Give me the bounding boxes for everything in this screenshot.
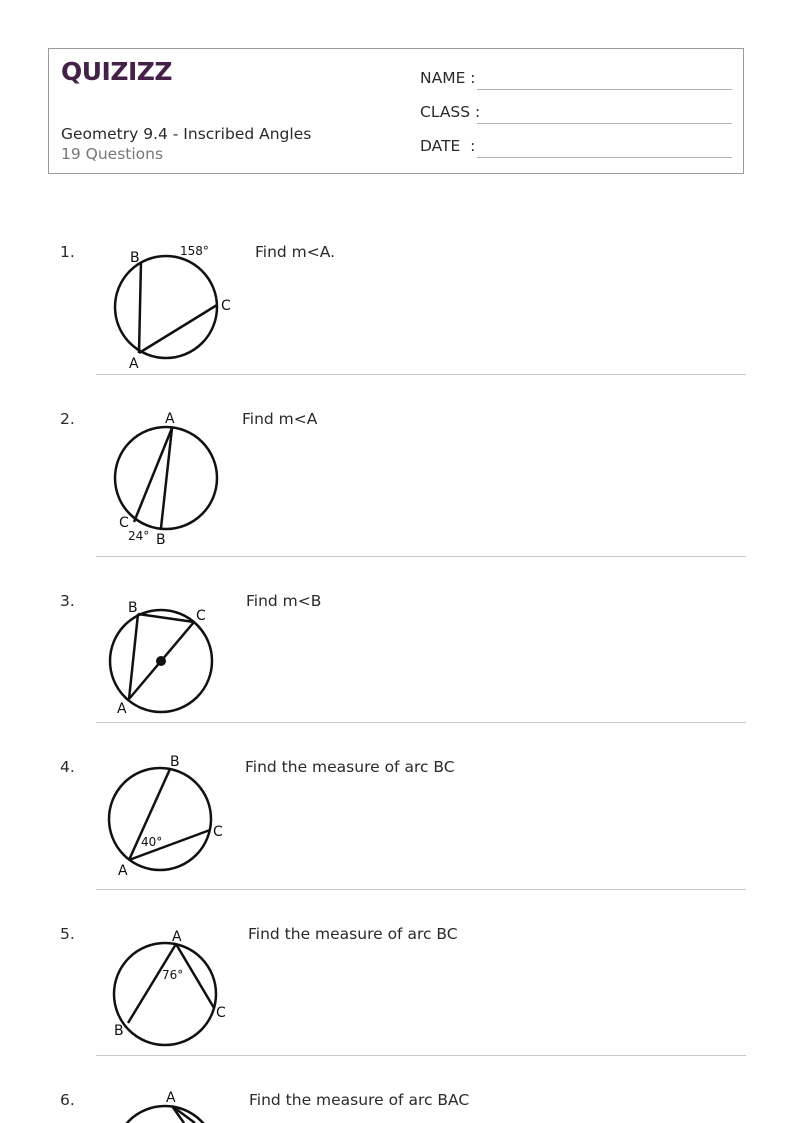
worksheet-title: Geometry 9.4 - Inscribed Angles (61, 125, 312, 143)
circle (114, 943, 216, 1045)
point-label-c: C (196, 608, 206, 624)
date-line[interactable] (477, 157, 732, 158)
point-label-c: C (213, 824, 223, 840)
name-field[interactable] (420, 69, 476, 87)
angle-measure: 76° (162, 968, 184, 982)
question-4-figure (100, 750, 240, 885)
point-label-a: A (117, 701, 127, 717)
date-label: DATE : (420, 137, 476, 155)
question-text: Find m<B (246, 592, 322, 610)
question-divider (96, 556, 746, 557)
chord-ba (129, 614, 138, 699)
point-label-b: B (170, 754, 180, 770)
point-label-c: C (221, 298, 231, 314)
question-number: 5. (60, 925, 75, 943)
chord-ab (128, 944, 176, 1023)
question-divider (96, 1055, 746, 1056)
question-text: Find the measure of arc BC (248, 925, 458, 943)
question-divider (96, 889, 746, 890)
circle (114, 1106, 216, 1123)
question-divider (96, 374, 746, 375)
arc-measure: 24° (128, 529, 150, 543)
question-text: Find m<A (242, 410, 318, 428)
point-label-c: C (119, 515, 129, 531)
point-label-a: A (166, 1090, 176, 1106)
question-number: 1. (60, 243, 75, 261)
question-number: 4. (60, 758, 75, 776)
circle (109, 768, 211, 870)
question-2-figure (100, 405, 240, 550)
point-label-b: B (114, 1023, 124, 1039)
date-field[interactable] (420, 137, 475, 155)
question-number: 2. (60, 410, 75, 428)
chord-ac (139, 305, 217, 353)
question-divider (96, 722, 746, 723)
class-label: CLASS : (420, 103, 481, 121)
class-field[interactable] (420, 103, 480, 121)
circle (115, 256, 217, 358)
point-label-b: B (156, 532, 166, 548)
class-line[interactable] (477, 123, 732, 124)
question-text: Find the measure of arc BAC (249, 1091, 470, 1109)
question-1-figure (100, 240, 240, 372)
point-label-a: A (172, 929, 182, 945)
arc-measure: 158° (180, 244, 209, 258)
name-label: NAME : (420, 69, 476, 87)
question-number: 3. (60, 592, 75, 610)
center-point (156, 656, 166, 666)
point-label-a: A (165, 411, 175, 427)
point-label-a: A (118, 863, 128, 879)
point-label-b: B (128, 600, 138, 616)
name-line[interactable] (477, 89, 732, 90)
point-label-b: B (130, 250, 140, 266)
worksheet-header (48, 48, 744, 174)
question-text: Find the measure of arc BC (245, 758, 455, 776)
chord-ab (139, 262, 141, 353)
question-count: 19 Questions (61, 145, 164, 163)
question-6-figure (100, 1085, 240, 1123)
question-text: Find m<A. (255, 243, 336, 261)
question-number: 6. (60, 1091, 75, 1109)
quizizz-logo: QUIZIZZ (61, 57, 173, 86)
question-5-figure (100, 925, 240, 1050)
angle-measure: 40° (141, 835, 163, 849)
point-label-a: A (129, 356, 139, 372)
question-3-figure (100, 595, 240, 720)
point-label-c: C (216, 1005, 226, 1021)
